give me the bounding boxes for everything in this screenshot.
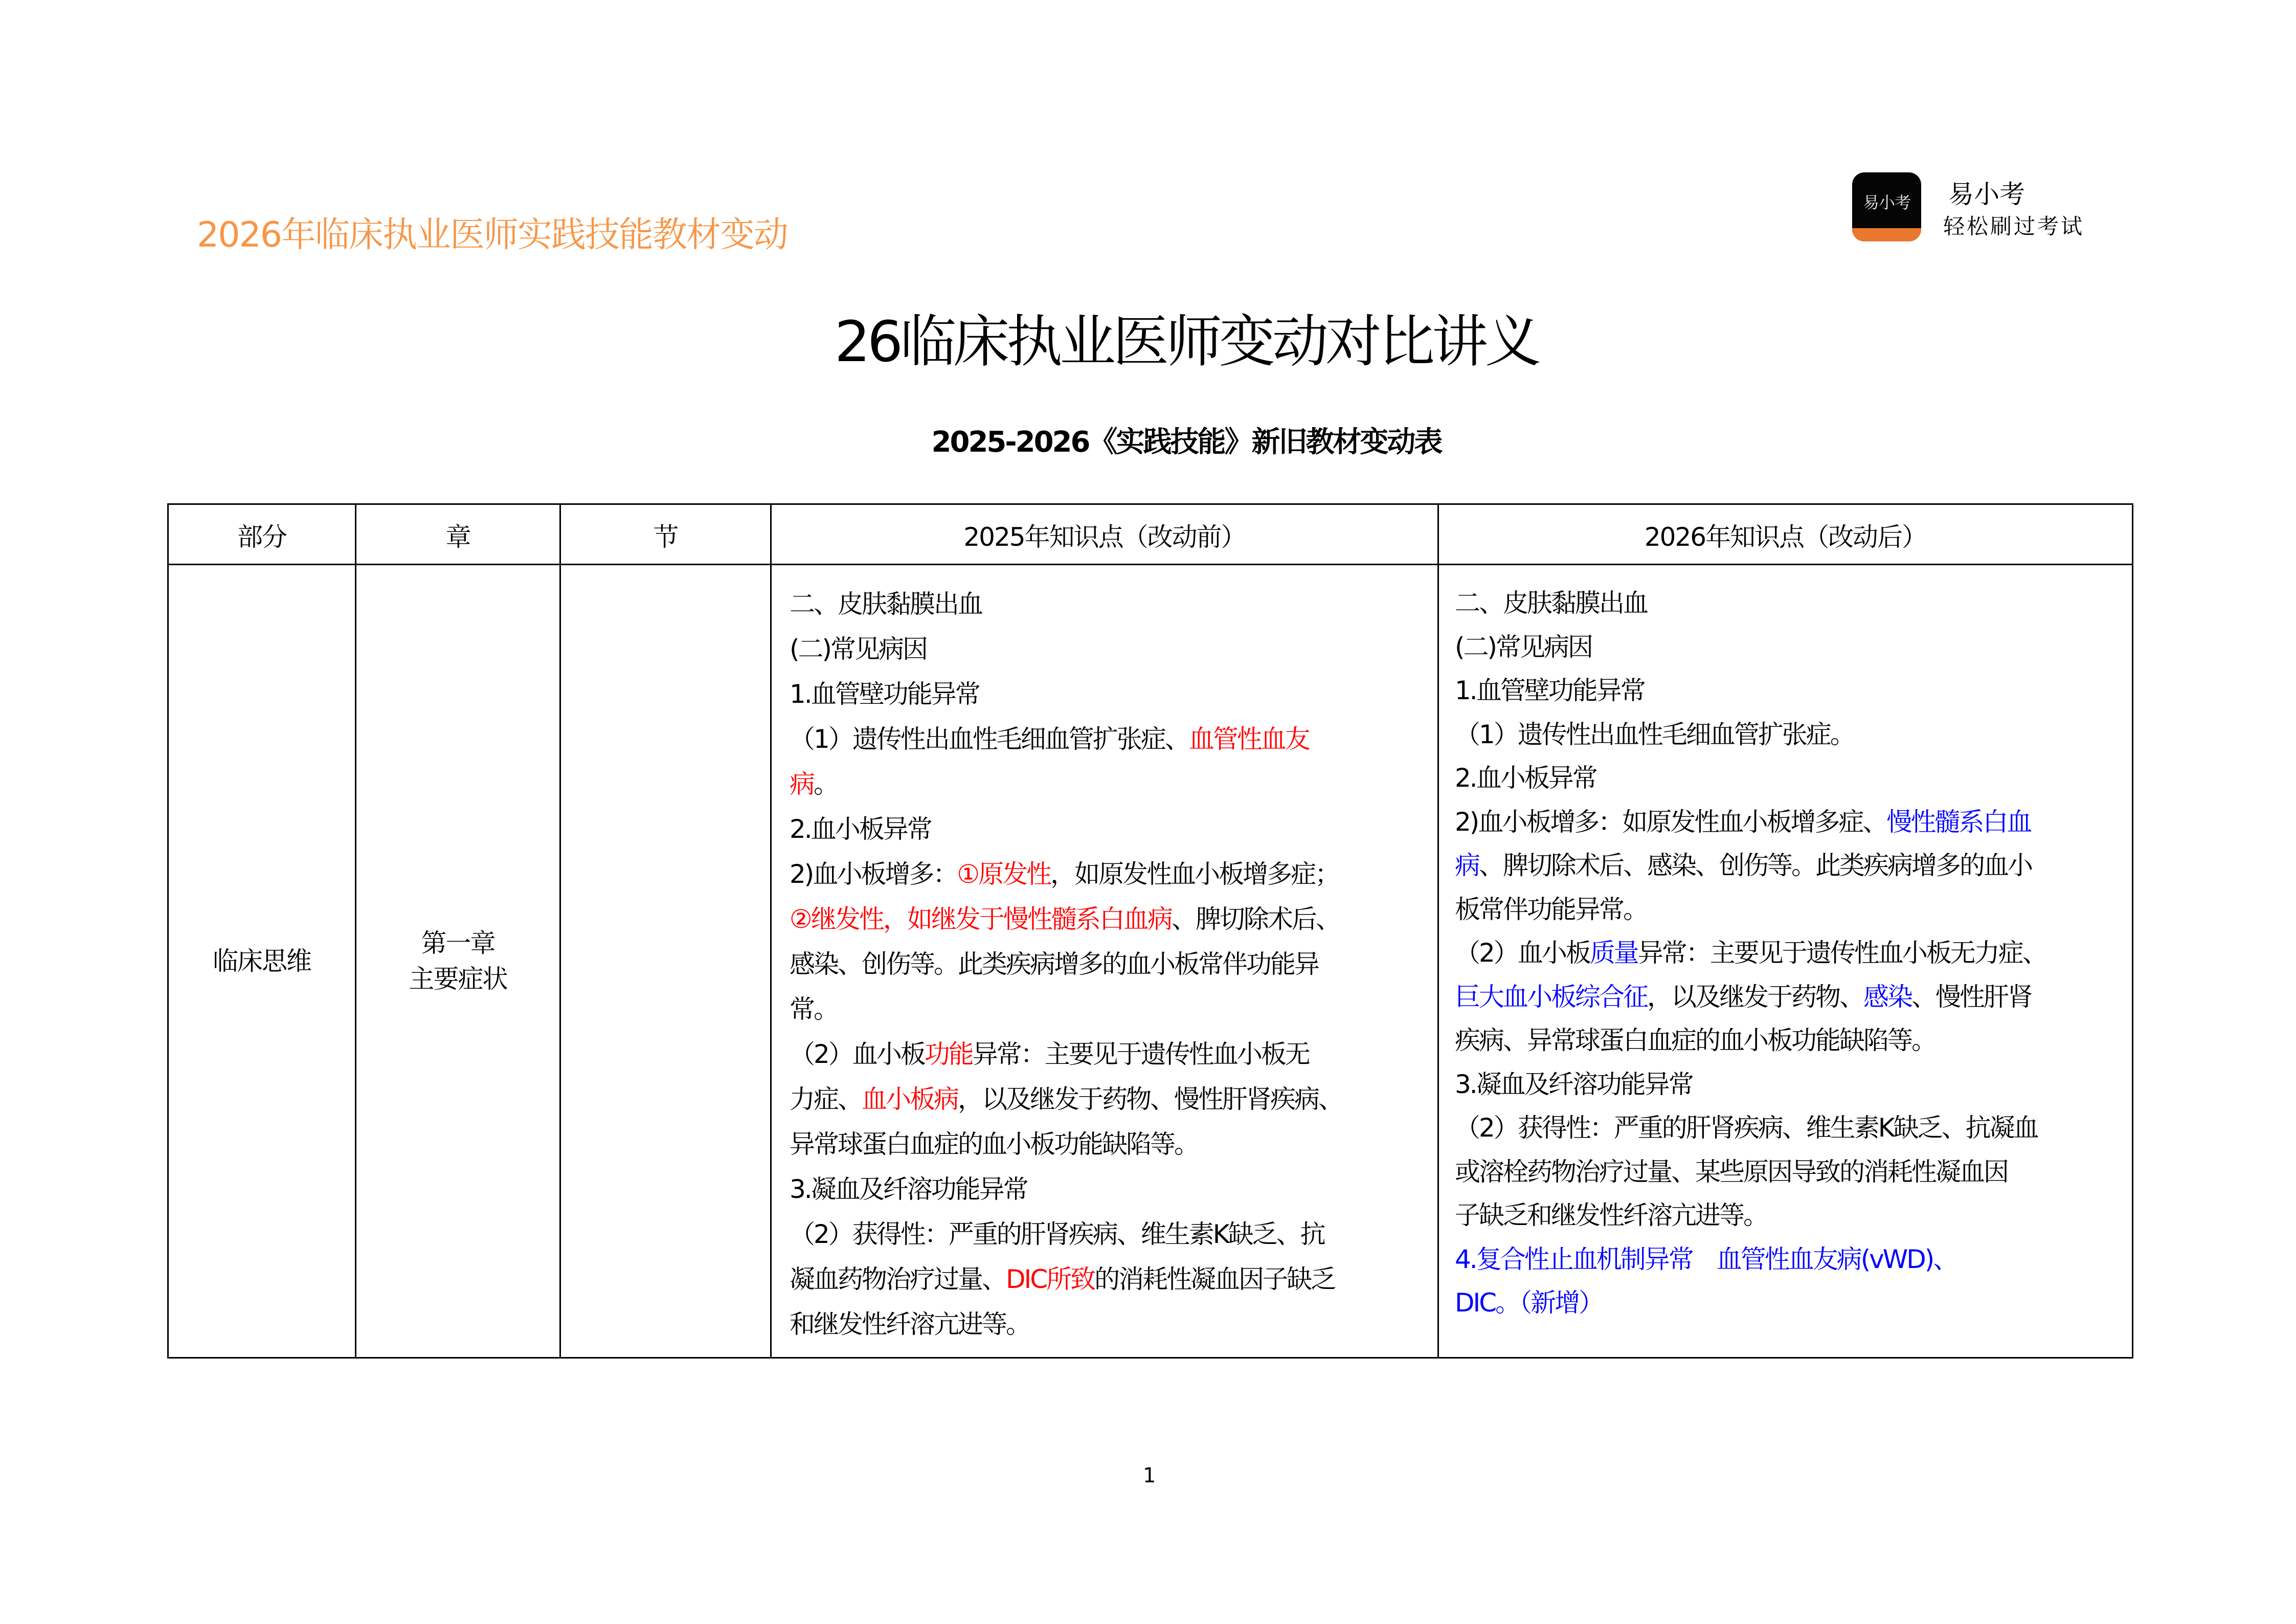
content-text: 二、皮肤黏膜出血 bbox=[790, 589, 982, 619]
content-line bbox=[790, 672, 1342, 717]
cell-section bbox=[561, 565, 770, 1357]
content-line bbox=[790, 1257, 1342, 1302]
chapter-title: 主要症状 bbox=[409, 964, 507, 994]
content-line bbox=[1455, 888, 2046, 932]
highlighted-change-text: 4.复合性止血机制异常 血管性血友病(vWD)、 bbox=[1455, 1244, 1957, 1274]
cell-part bbox=[169, 565, 355, 1357]
content-line bbox=[790, 762, 1342, 807]
content-line bbox=[790, 1122, 1342, 1167]
content-line bbox=[790, 897, 1342, 942]
content-text: 或溶栓药物治疗过量、某些原因导致的消耗性凝血因 bbox=[1455, 1156, 2008, 1187]
content-line bbox=[790, 1302, 1342, 1347]
content-text: 、脾切除术后、感染、创伤等。此类疾病增多的血小 bbox=[1479, 851, 2032, 880]
highlighted-change-text: 血管性血友 bbox=[1188, 724, 1309, 754]
content-text: 异常球蛋白血症的血小板功能缺陷等。 bbox=[790, 1129, 1198, 1159]
content-text: （2）血小板 bbox=[1455, 938, 1590, 968]
content-text: 、脾切除术后、 bbox=[1171, 904, 1340, 934]
highlighted-change-text: 血小板病 bbox=[862, 1084, 958, 1114]
content-text: 2.血小板异常 bbox=[790, 814, 931, 844]
content-text: 板常伴功能异常。 bbox=[1455, 894, 1647, 924]
content-text: 2)血小板增多：如原发性血小板增多症、 bbox=[1455, 807, 1887, 837]
content-line bbox=[790, 1032, 1342, 1077]
content-text: 疾病、异常球蛋白血症的血小板功能缺陷等。 bbox=[1455, 1026, 1935, 1055]
content-text: 1.血管壁功能异常 bbox=[790, 679, 979, 709]
column-header-chapter: 章 bbox=[445, 522, 470, 552]
content-text: 3.凝血及纤溶功能异常 bbox=[1455, 1069, 1693, 1099]
table-title: 2025-2026《实践技能》新旧教材变动表 bbox=[931, 426, 1442, 459]
highlighted-change-text: DIC。（新增） bbox=[1455, 1288, 1603, 1318]
document-banner: 2026年临床执业医师实践技能教材变动 bbox=[197, 215, 788, 255]
content-text: (二)常见病因 bbox=[790, 634, 927, 664]
content-line bbox=[1455, 1194, 2046, 1238]
content-line bbox=[1455, 582, 2046, 626]
content-line bbox=[790, 627, 1342, 672]
changes-table bbox=[167, 503, 2133, 1359]
content-text: 常。 bbox=[790, 994, 838, 1024]
highlighted-change-text: ②继发性，如继发于慢性髓系白血病 bbox=[790, 904, 1172, 934]
brand-slogan: 轻松刷过考试 bbox=[1943, 214, 2085, 239]
content-text: ，以及继发于药物、 bbox=[1647, 982, 1863, 1012]
content-line bbox=[790, 942, 1342, 987]
page-title: 26临床执业医师变动对比讲义 bbox=[835, 309, 1538, 374]
content-line bbox=[1455, 1019, 2046, 1063]
content-text: 3.凝血及纤溶功能异常 bbox=[790, 1174, 1027, 1204]
content-text: ，以及继发于药物、慢性肝肾疾病、 bbox=[958, 1084, 1342, 1114]
content-text: 感染、创伤等。此类疾病增多的血小板常伴功能异 bbox=[790, 949, 1318, 979]
content-text: ，如原发性血小板增多症； bbox=[1050, 859, 1339, 889]
highlighted-change-text: DIC所致 bbox=[1006, 1264, 1095, 1294]
content-text: 和继发性纤溶亢进等。 bbox=[790, 1309, 1030, 1339]
cell-chapter bbox=[356, 565, 559, 1357]
content-line bbox=[790, 852, 1342, 897]
content-line bbox=[1455, 1063, 2046, 1107]
content-line bbox=[1455, 757, 2046, 800]
content-line bbox=[790, 582, 1342, 627]
brand-logo bbox=[1852, 172, 1921, 241]
content-text: 力症、 bbox=[790, 1084, 862, 1114]
highlighted-change-text: ①原发性 bbox=[957, 859, 1051, 889]
highlighted-change-text: 质量 bbox=[1589, 938, 1638, 968]
content-text: 、慢性肝肾 bbox=[1911, 982, 2032, 1012]
content-line bbox=[790, 1212, 1342, 1257]
content-line bbox=[790, 1167, 1342, 1212]
logo-text: 易小考 bbox=[1862, 193, 1910, 212]
column-header-before: 2025年知识点（改动前） bbox=[963, 522, 1246, 552]
content-text: 2)血小板增多： bbox=[790, 859, 957, 889]
content-text: 凝血药物治疗过量、 bbox=[790, 1264, 1006, 1294]
content-line bbox=[1455, 844, 2046, 888]
content-text: 2.血小板异常 bbox=[1455, 763, 1596, 793]
content-text: 。 bbox=[814, 769, 838, 799]
content-line bbox=[1455, 713, 2046, 757]
content-text: 异常：主要见于遗传性血小板无 bbox=[972, 1039, 1309, 1069]
content-line bbox=[1455, 1281, 2046, 1325]
highlighted-change-text: 慢性髓系白血 bbox=[1886, 807, 2031, 837]
part-label: 临床思维 bbox=[213, 946, 311, 976]
content-text: （2）血小板 bbox=[790, 1039, 925, 1069]
content-line bbox=[1455, 975, 2046, 1019]
highlighted-change-text: 巨大血小板综合征 bbox=[1455, 982, 1647, 1012]
content-text: (二)常见病因 bbox=[1455, 632, 1592, 662]
highlighted-change-text: 病 bbox=[1455, 851, 1479, 880]
content-text: 子缺乏和继发性纤溶亢进等。 bbox=[1455, 1200, 1767, 1230]
content-text: 二、皮肤黏膜出血 bbox=[1455, 588, 1647, 618]
content-line bbox=[1455, 626, 2046, 670]
highlighted-change-text: 病 bbox=[790, 769, 814, 799]
page-number: 1 bbox=[1143, 1464, 1156, 1487]
content-line bbox=[1455, 931, 2046, 975]
content-text: 异常：主要见于遗传性血小板无力症、 bbox=[1637, 938, 2046, 968]
column-header-part: 部分 bbox=[237, 522, 286, 552]
content-text: （2）获得性：严重的肝肾疾病、维生素K缺乏、抗凝血 bbox=[1455, 1113, 2038, 1143]
highlighted-change-text: 功能 bbox=[924, 1039, 973, 1069]
content-line bbox=[1455, 800, 2046, 844]
content-line bbox=[1455, 1238, 2046, 1282]
content-text: （1）遗传性出血性毛细血管扩张症。 bbox=[1455, 719, 1854, 749]
column-header-after: 2026年知识点（改动后） bbox=[1644, 522, 1927, 552]
content-line bbox=[1455, 1106, 2046, 1150]
content-line bbox=[790, 987, 1342, 1032]
cell-after-content bbox=[1455, 582, 2046, 1325]
brand-name: 易小考 bbox=[1948, 180, 2025, 209]
cell-before-content bbox=[790, 582, 1342, 1347]
column-divider bbox=[770, 505, 772, 1357]
content-text: 1.血管壁功能异常 bbox=[1455, 676, 1645, 705]
content-line bbox=[1455, 669, 2046, 713]
content-line bbox=[1455, 1150, 2046, 1194]
highlighted-change-text: 感染 bbox=[1863, 982, 1911, 1012]
logo-accent-bar bbox=[1852, 228, 1921, 241]
content-line bbox=[790, 1077, 1342, 1122]
content-line bbox=[790, 717, 1342, 762]
content-line bbox=[790, 807, 1342, 852]
column-divider bbox=[1437, 505, 1439, 1357]
chapter-number: 第一章 bbox=[421, 928, 495, 958]
content-text: 的消耗性凝血因子缺乏 bbox=[1094, 1264, 1335, 1294]
content-text: （2）获得性：严重的肝肾疾病、维生素K缺乏、抗 bbox=[790, 1219, 1324, 1249]
column-header-section: 节 bbox=[653, 522, 678, 552]
content-text: （1）遗传性出血性毛细血管扩张症、 bbox=[790, 724, 1189, 754]
